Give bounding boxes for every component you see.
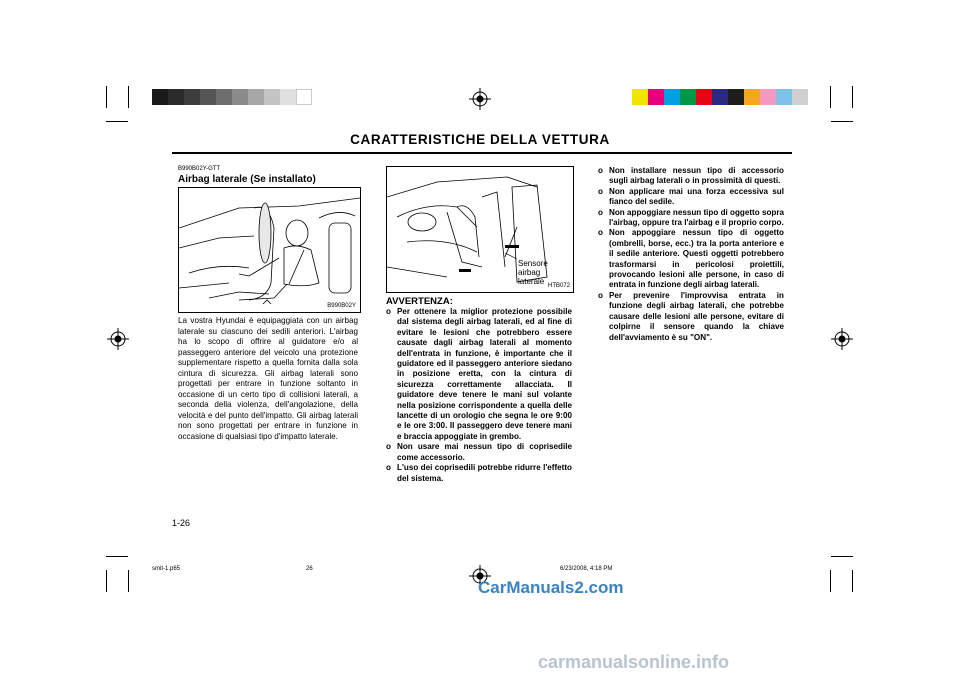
section-code: B990B02Y-GTT [178, 166, 221, 172]
crop-mark [106, 121, 128, 122]
section-title: Airbag laterale (Se installato) [178, 174, 316, 185]
lightblue-swatch [776, 89, 792, 105]
warning-title: AVVERTENZA: [386, 296, 453, 307]
yellow-swatch [632, 89, 648, 105]
crop-mark [128, 570, 129, 592]
registration-mark-icon [831, 328, 853, 350]
list-item: o L'uso dei coprisedili potrebbe ridurre l'effetto del sistema. [386, 463, 572, 483]
figure-code: B990B02Y [327, 303, 356, 309]
gray-swatch [232, 89, 248, 105]
crop-mark [830, 570, 831, 592]
gray-swatch [152, 89, 168, 105]
intro-paragraph: La vostra Hyundai è equipaggiata con un airbag laterale su ciascuno dei sedili anteriori. L'airbag ha lo scopo di offrire al guidatore e/o al passeggero anteriore del veicolo una protezione supplementare rispetto a quella fornita dalla sola cintura di sicurezza. Gli airbag laterali sono progettati per entrare in funzione soltanto in occasione di un certo tipo di collisioni laterali, a seconda della violenza, dell'angolazione, della velocità e del punto dell'impatto. Gli airbag laterali non sono progettati per entrare in funzione in occasione di qualsiasi tipo d'impatto laterale. [178, 316, 358, 441]
list-item: o Non appoggiare nessun tipo di oggetto (ombrelli, borse, ecc.) tra la porta anteriore e il sedile anteriore. Questi oggetti potrebbero trasformarsi in pericolosi proiettili, provocando lesioni alle persone, in caso di entrata in funzione degli airbag laterali. [598, 228, 784, 290]
list-item: o Per ottenere la miglior protezione possibile dal sistema degli airbag laterali, ed al fine di evitare le lesioni che potrebbero essere causate dagli airbag laterali al momento dell'entrata in funzione, è importante che il guidatore ed il passeggero anteriore siedano in posizione eretta, con la cintura di sicurezza correttamente allacciata. Il guidatore deve tenere le mani sul volante nella posizione corrispondente a quella delle lancette di un orologio che segna le ore 9:00 e le ore 3:00. Il passeggero deve tenere mani e braccia appoggiate in grembo. [386, 307, 572, 441]
cyan-swatch [664, 89, 680, 105]
gray-calibration-strip [152, 89, 312, 105]
side-airbag-illustration [178, 187, 361, 313]
red-swatch [696, 89, 712, 105]
gray-swatch [264, 89, 280, 105]
crop-mark [831, 556, 853, 557]
sensor-label-line2: airbag [518, 268, 541, 277]
pink-swatch [760, 89, 776, 105]
registration-mark-icon [469, 88, 491, 110]
list-item: o Per prevenire l'improvvisa entrata in funzione degli airbag laterali, che potrebbe causare delle lesioni alle persone, evitare di colpirne il sensore quando la chiave dell'avviamento è su "ON". [598, 290, 784, 342]
sensor-label-line3: laterale [518, 277, 545, 286]
list-item: o Non installare nessun tipo di accessorio sugli airbag laterali o in prossimità di questi. [598, 166, 784, 186]
crop-mark [831, 121, 853, 122]
watermark-bottom: carmanualsonline.info [538, 652, 730, 672]
blue-swatch [712, 89, 728, 105]
footer-date: 6/23/2008, 4:18 PM [560, 566, 613, 572]
sensor-label-line1: Sensore [518, 259, 548, 268]
warning-list-right [598, 166, 784, 343]
seat-occupant-drawing [179, 188, 360, 312]
gray-swatch [168, 89, 184, 105]
car-interior-drawing [387, 167, 573, 292]
figure-code: HTB072 [547, 283, 570, 289]
footer-page: 26 [306, 566, 313, 572]
crop-mark [106, 570, 107, 592]
color-calibration-strip [632, 89, 808, 105]
header-rule [172, 152, 792, 154]
crop-mark [852, 86, 853, 108]
orange-swatch [744, 89, 760, 105]
page-number: 1-26 [172, 518, 191, 528]
watermark-top: CarManuals2.com [478, 578, 624, 597]
lightgray-swatch [792, 89, 808, 105]
magenta-swatch [648, 89, 664, 105]
list-item: o Non applicare mai una forza eccessiva sul fianco del sedile. [598, 186, 784, 207]
gray-swatch [184, 89, 200, 105]
black-swatch [728, 89, 744, 105]
gray-swatch [200, 89, 216, 105]
green-swatch [680, 89, 696, 105]
page-header-title: CARATTERISTICHE DELLA VETTURA [350, 132, 610, 147]
crop-mark [106, 556, 128, 557]
footer-file: smit-1.p65 [152, 566, 181, 572]
crop-mark [128, 86, 129, 108]
gray-swatch [248, 89, 264, 105]
list-item: o Non appoggiare nessun tipo di oggetto sopra l'airbag, oppure tra l'airbag e il proprio corpo. [598, 207, 784, 228]
gray-swatch [296, 89, 312, 105]
crop-mark [830, 86, 831, 108]
sensor-marker [505, 245, 519, 248]
crop-mark [852, 570, 853, 592]
sensor-marker [459, 269, 471, 272]
door-sensor-illustration [386, 166, 574, 293]
list-item: o Non usare mai nessun tipo di coprisedile come accessorio. [386, 442, 572, 462]
crop-mark [106, 86, 107, 108]
gray-swatch [280, 89, 296, 105]
gray-swatch [216, 89, 232, 105]
registration-mark-icon [107, 328, 129, 350]
warning-list-left [386, 307, 572, 484]
